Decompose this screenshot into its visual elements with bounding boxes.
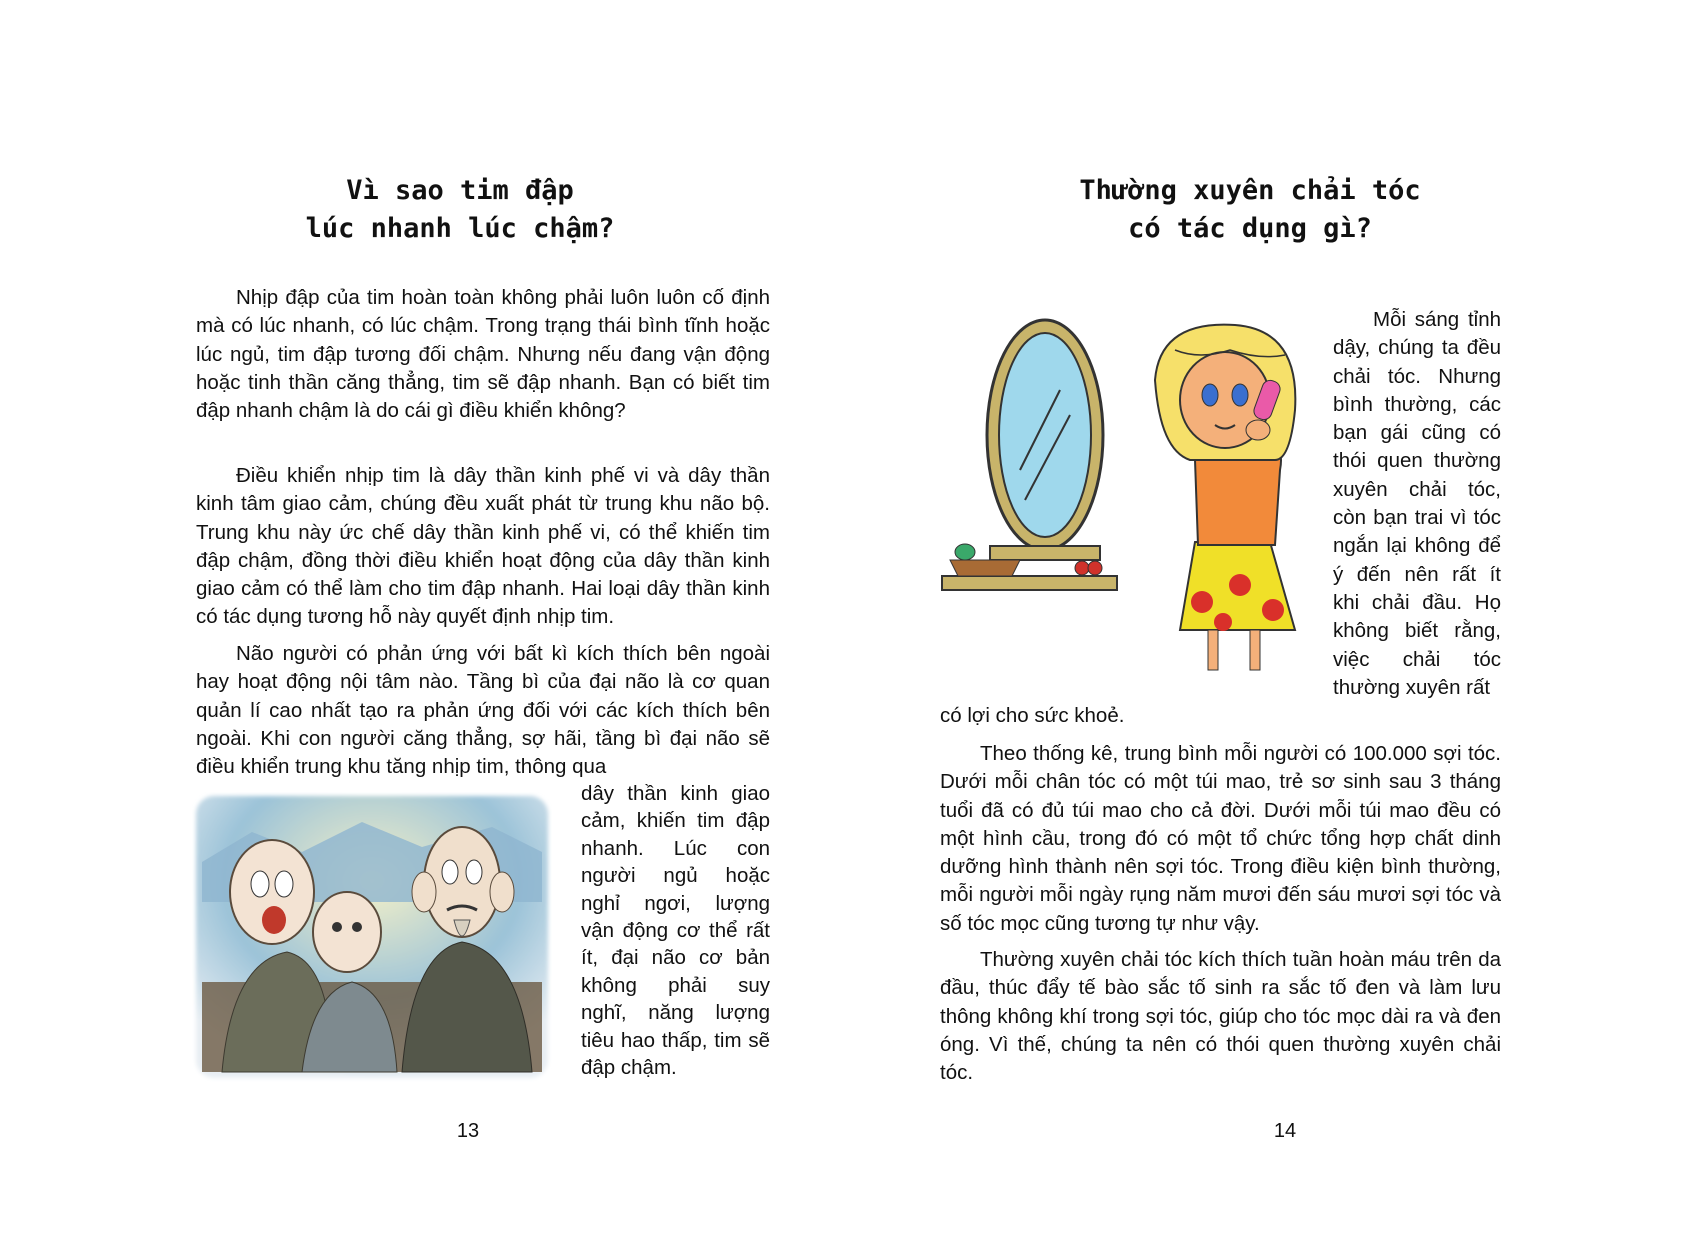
left-title-line-2: lúc nhanh lúc chậm? (305, 213, 615, 244)
right-paragraph-2: Theo thống kê, trung bình mỗi người có 100.000 sợi tóc. Dưới mỗi chân tóc có một túi mao, trẻ sơ sinh sau 3 tháng tuổi đã có đủ túi mao cho cả đời. Dưới mỗi túi mao đều có một hình cầu, trong đó có một tổ chức tổng hợp chất dinh dưỡng hình thành nên sợi tóc. Trong điều kiện bình thường, mỗi người mỗi ngày rụng năm mươi đến sáu mươi sợi tóc và số tóc mọc cũng tương tự như vậy. (940, 742, 1501, 935)
right-page-number: 14 (1273, 1120, 1297, 1142)
left-page-number: 13 (456, 1120, 480, 1142)
right-page (850, 0, 1700, 1234)
right-paragraph-1-wrap: Mỗi sáng tỉnh dậy, chúng ta đều chải tóc. Nhưng bình thường, các bạn gái cũng có thói quen thường xuyên chải tóc, còn bạn trai vì tóc ngắn lại không để ý đến nên rất ít khi chải đầu. Họ không biết rằng, việc chải tóc thường xuyên rất (1333, 308, 1501, 699)
left-paragraph-1: Nhịp đập của tim hoàn toàn không phải luôn luôn cố định mà có lúc nhanh, có lúc chậm. Trong trạng thái bình tĩnh hoặc lúc ngủ, tim đập tương đối chậm. Nhưng nếu đang vận động hoặc tinh thần căng thẳng, tim sẽ đập nhanh. Bạn có biết tim đập nhanh chậm là do cái gì điều khiển không? (196, 286, 770, 423)
left-page-title (190, 172, 730, 248)
right-page-title (970, 172, 1530, 248)
right-title-line-2: có tác dụng gì? (1128, 213, 1372, 244)
right-title-line-1: Thường xuyên chải tóc (1079, 175, 1421, 206)
right-paragraph-3: Thường xuyên chải tóc kích thích tuần hoàn máu trên da đầu, thúc đẩy tế bào sắc tố sinh ra sắc tố đen và làm lưu thông không khí trong sợi tóc, giúp cho tóc mọc dài ra và đen óng. Vì thế, chúng ta nên có thói quen thường xuyên chải tóc. (940, 948, 1501, 1085)
left-title-line-1: Vì sao tim đập (346, 175, 574, 206)
right-paragraph-1-tail: có lợi cho sức khoẻ. (940, 704, 1125, 727)
frightened-people-illustration (192, 792, 552, 1082)
left-paragraph-2: Điều khiển nhịp tim là dây thần kinh phế vi và dây thần kinh tâm giao cảm, chúng đều xuất phát từ trung khu não bộ. Trung khu này ức chế dây thần kinh phế vi, có thể khiến tim đập chậm, đồng thời điều khiển hoạt động của dây thần kinh giao cảm có thể làm cho tim đập nhanh. Hai loại dây thần kinh có tác dụng tương hỗ này quyết định nhịp tim. (196, 464, 770, 629)
left-paragraph-3-wrap: dây thần kinh giao cảm, khiến tim đập nhanh. Lúc con người ngủ hoặc nghỉ ngơi, lượng vận động cơ thể rất ít, đại não cơ bản không phải suy nghĩ, năng lượng tiêu hao thấp, tim sẽ đập chậm. (581, 782, 770, 1080)
left-paragraph-3: Não người có phản ứng với bất kì kích thích bên ngoài hay hoạt động nội tâm nào. Tầng bì của đại não là cơ quan quản lí cao nhất tạo ra phản ứng đối với các kích thích bên ngoài. Khi con người căng thẳng, sợ hãi, tầng bì đại não sẽ điều khiển trung khu tăng nhịp tim, thông qua (196, 642, 770, 779)
girl-combing-hair-illustration (940, 310, 1360, 682)
